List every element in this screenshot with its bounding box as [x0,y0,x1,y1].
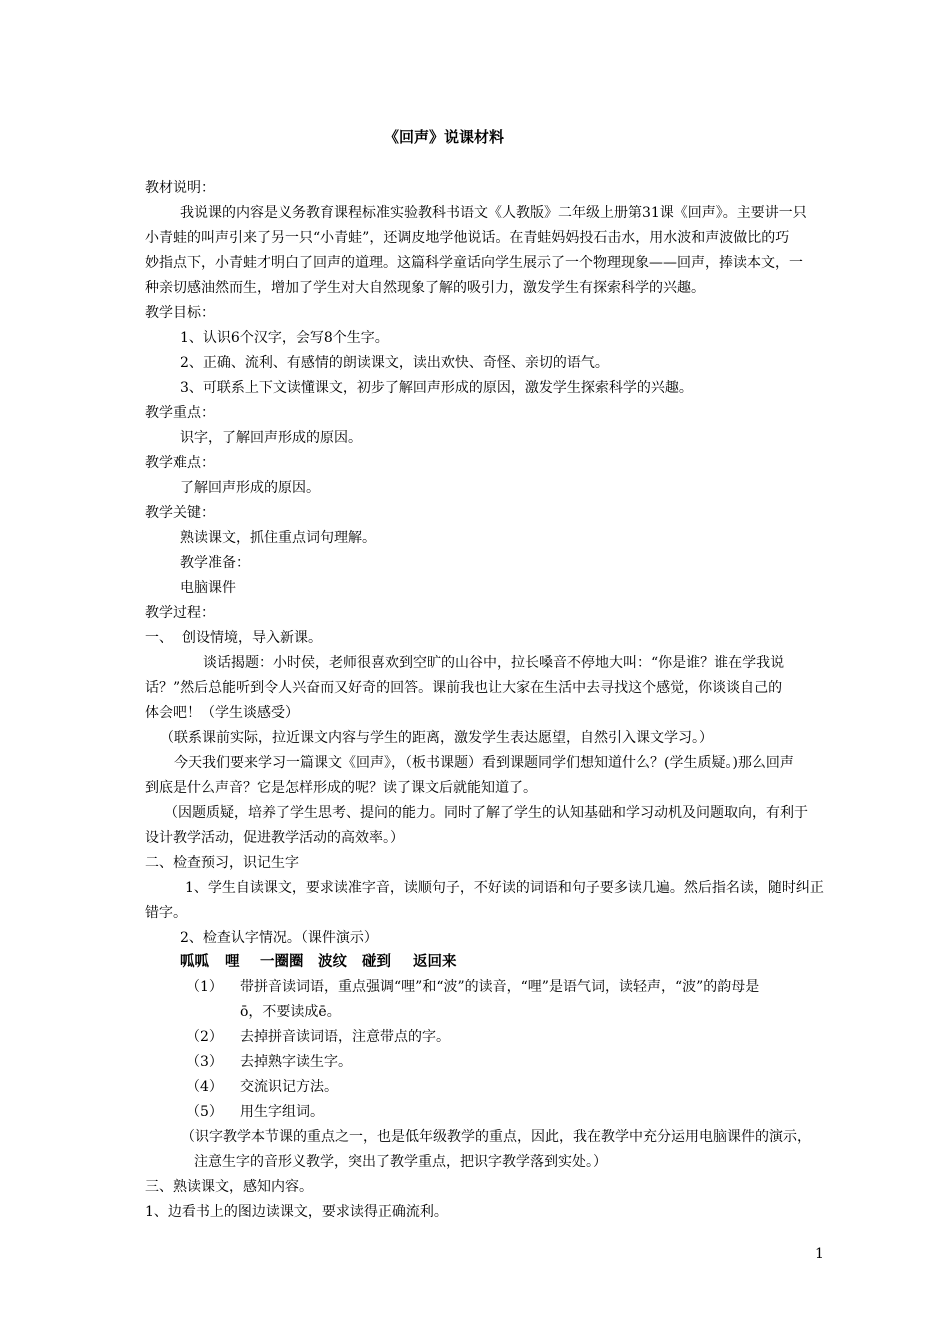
key-point-text: 识字，了解回声形成的原因。 [180,430,362,446]
step2-line: 错字。 [145,905,187,921]
page-number: 1 [815,1246,824,1262]
step1-line: （联系课前实际，拉近课文内容与学生的距离，激发学生表达愿望，自然引入课文学习。） [160,730,713,746]
check-item-text: 带拼音读词语，重点强调“哩”和“波”的读音，“哩”是语气词，读轻声，“波”的韵母是 [240,979,760,995]
vocab-word: 返回来 [413,953,457,970]
step2-note: 注意生字的音形义教学，突出了教学重点，把识字教学落到实处。） [194,1154,607,1170]
goals-heading: 教学目标： [145,305,215,321]
check-item-text: 去掉熟字读生字。 [240,1054,352,1070]
vocab-word: 碰到 [362,953,391,970]
material-line: 小青蛙的叫声引来了另一只“小青蛙”，还调皮地学他说话。在青蛙妈妈投石击水，用水波和声波做比的巧 [145,230,790,246]
step1-line: 今天我们要来学习一篇课文《回声》，（板书课题）看到课题同学们想知道什么？(学生质疑。)那么回声 [174,755,794,771]
step2-line: 2、检查认字情况。（课件演示） [180,930,378,946]
check-item-number: （2） [186,1029,223,1045]
step1-line: 体会吧！（学生谈感受） [145,705,299,721]
step2-line: 1、学生自读课文，要求读准字音，读顺句子，不好读的词语和句子要多读几遍。然后指名读，随时纠正 [185,880,824,896]
step3-title: 三、熟读课文，感知内容。 [145,1179,313,1195]
step1-line: 设计教学活动，促进教学活动的高效率。） [145,830,404,846]
step2-title: 二、检查预习，识记生字 [145,855,299,871]
goal-item: 1、认识6个汉字，会写8个生字。 [180,330,389,346]
vocab-word: 哩 [225,953,240,970]
check-item-number: （1） [186,979,223,995]
check-item-number: （5） [186,1104,223,1120]
step2-note: （识字教学本节课的重点之一，也是低年级教学的重点，因此，我在教学中充分运用电脑课件的演示， [181,1129,811,1145]
difficulty-text: 了解回声形成的原因。 [180,480,320,496]
step1-label: 一、 [145,630,173,646]
step1-line: 到底是什么声音？它是怎样形成的呢？读了课文后就能知道了。 [145,780,537,796]
check-item-number: （3） [186,1054,223,1070]
key-point-heading: 教学重点： [145,405,215,421]
step1-line: （因题质疑，培养了学生思考、提问的能力。同时了解了学生的认知基础和学习动机及问题取向，有利于 [164,805,808,821]
check-item-text: 用生字组词。 [240,1104,324,1120]
step1-line: 谈话揭题：小时侯，老师很喜欢到空旷的山谷中，拉长嗓音不停地大叫：“你是谁？谁在学我说 [203,655,785,671]
step1-title: 创设情境，导入新课。 [182,630,322,646]
vocab-word: 呱呱 [180,953,209,970]
vocab-word: 波纹 [318,953,347,970]
goal-item: 2、正确、流利、有感情的朗读课文，读出欢快、奇怪、亲切的语气。 [180,355,609,371]
material-line: 妙指点下，小青蛙才明白了回声的道理。这篇科学童话向学生展示了一个物理现象——回声，捧读本文，一 [145,255,803,271]
document-title: 《回声》说课材料 [384,128,505,146]
step1-line: 话？”然后总能听到令人兴奋而又好奇的回答。课前我也让大家在生活中去寻找这个感觉，你谈谈自己的 [145,680,783,696]
check-item-text: 交流识记方法。 [240,1079,338,1095]
step3-line: 1、边看书上的图边读课文，要求读得正确流利。 [145,1204,448,1220]
difficulty-heading: 教学难点： [145,455,215,471]
prep-text: 电脑课件 [180,580,236,596]
key-text: 熟读课文，抓住重点词句理解。 [180,530,376,546]
check-item-text: 去掉拼音读词语，注意带点的字。 [240,1029,450,1045]
key-heading: 教学关键： [145,505,215,521]
material-line: 我说课的内容是义务教育课程标准实验教科书语文《人教版》二年级上册第31课《回声》。主要讲一只 [180,205,807,221]
vocab-word: 一圈圈 [260,953,304,970]
check-item-text: ō，不要读成ē。 [240,1004,341,1020]
material-heading: 教材说明： [145,180,215,196]
goal-item: 3、可联系上下文读懂课文，初步了解回声形成的原因，激发学生探索科学的兴趣。 [180,380,693,396]
process-heading: 教学过程： [145,605,215,621]
prep-heading: 教学准备： [180,555,250,571]
check-item-number: （4） [186,1079,223,1095]
material-line: 种亲切感油然而生，增加了学生对大自然现象了解的吸引力，激发学生有探索科学的兴趣。 [145,280,705,296]
